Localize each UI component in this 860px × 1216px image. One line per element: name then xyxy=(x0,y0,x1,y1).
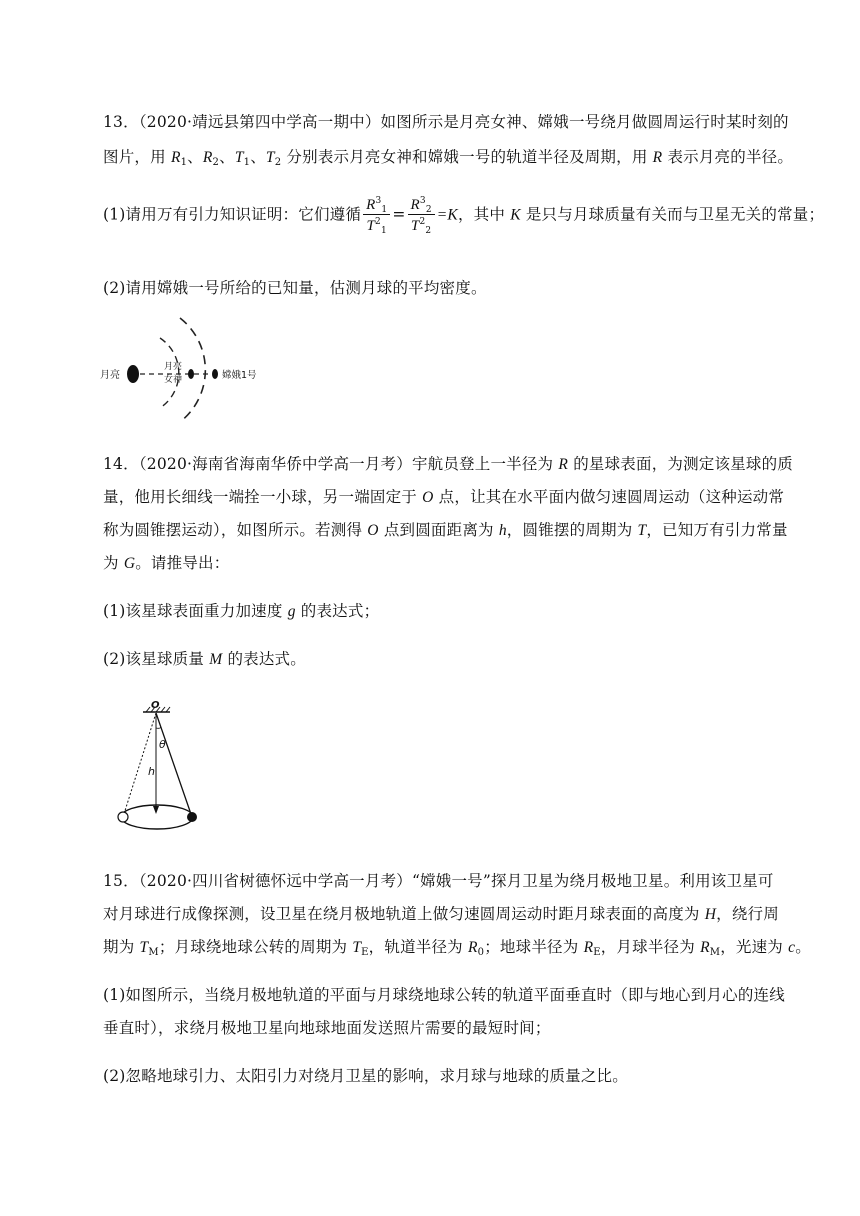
q14-text: 点，让其在水平面内做匀速圆周运动（这种运动常 xyxy=(433,488,785,506)
var-K: K xyxy=(510,206,521,224)
var-c: c xyxy=(788,939,796,956)
q14-text: 的星球表面，为测定该星球的质 xyxy=(568,455,793,473)
q14-sub2-text: (2)该星球质量 xyxy=(103,650,210,668)
q15-text: ；月球绕地球公转的周期为 xyxy=(158,938,353,956)
q15-sub1-line-1 xyxy=(103,983,785,1005)
var-T: T xyxy=(139,939,149,956)
q15-text: 期为 xyxy=(103,938,140,956)
ball-solid xyxy=(187,812,197,822)
subscript: 2 xyxy=(274,157,282,168)
subscript: E xyxy=(593,947,601,958)
q14-text: 。请推导出： xyxy=(135,554,230,572)
equals-K: =K xyxy=(436,206,458,224)
q13-line-2 xyxy=(103,145,793,167)
q15-text: ；地球半径为 xyxy=(484,938,584,956)
moon-icon xyxy=(127,365,139,383)
ball-hollow xyxy=(118,812,128,822)
point-O-label: O xyxy=(151,700,160,711)
theta-label: θ xyxy=(159,738,166,751)
var-T: T xyxy=(234,149,244,166)
q14-sub1 xyxy=(103,599,379,621)
q15-text: 对月球进行成像探测，设卫星在绕月极地轨道上做匀速圆周运动时距月球表面的高度为 xyxy=(103,905,705,923)
q14-line-3 xyxy=(103,518,788,540)
q13-text: 、 xyxy=(187,148,203,166)
q14-text: ，已知万有引力常量 xyxy=(646,521,788,539)
q15-text: 。 xyxy=(795,938,811,956)
string-line xyxy=(156,713,192,817)
var-M: M xyxy=(209,651,223,668)
goddess-label-1: 月亮 xyxy=(164,362,183,372)
subscript: 0 xyxy=(477,947,485,958)
moon-label: 月亮 xyxy=(100,370,120,381)
subscript: E xyxy=(361,947,369,958)
q14-line-2 xyxy=(103,485,784,507)
var-R: R xyxy=(700,939,710,956)
var-T: T xyxy=(265,149,275,166)
change1-satellite-icon xyxy=(212,369,218,379)
fraction-r2-t2 xyxy=(408,195,435,236)
var-T: T xyxy=(637,522,647,539)
q15-sub2-text: (2)忽略地球引力、太阳引力对绕月卫星的影响，求月球与地球的质量之比。 xyxy=(103,1067,628,1085)
var-R: R xyxy=(170,149,181,166)
var-G: G xyxy=(123,555,136,572)
q14-text: 14．（2020·海南省海南华侨中学高一月考）宇航员登上一半径为 xyxy=(103,455,559,473)
equals-sign: = xyxy=(392,205,406,224)
q14-sub2-text: 的表达式。 xyxy=(222,650,306,668)
var-h: h xyxy=(498,522,507,539)
q13-sub1-text: ，其中 xyxy=(457,205,511,224)
var-R: R xyxy=(202,149,213,166)
q14-text: 为 xyxy=(103,554,124,572)
q15-text: 15．（2020·四川省树德怀远中学高一月考）“嫦娥一号”探月卫星为绕月极地卫星。利用该卫星可 xyxy=(103,872,774,890)
q15-sub1-text: (1)如图所示，当绕月极地轨道的平面与月球绕地球公转的轨道平面垂直时（即与地心到月心的连线 xyxy=(103,986,785,1004)
superscript: 2 xyxy=(419,217,426,227)
var-R: R xyxy=(583,939,594,956)
var-T: T xyxy=(366,218,376,234)
inner-orbit-arc xyxy=(160,338,179,408)
q13-text: 、 xyxy=(250,148,266,166)
superscript: 3 xyxy=(419,196,426,206)
q15-text: ，光速为 xyxy=(720,938,789,956)
var-R: R xyxy=(366,197,376,213)
subscript: 1 xyxy=(180,157,188,168)
q13-sub2 xyxy=(103,276,487,298)
q15-line-1 xyxy=(103,869,774,891)
subscript: 1 xyxy=(381,205,388,215)
subscript: 2 xyxy=(425,226,432,236)
var-g: g xyxy=(287,603,296,620)
q14-sub1-text: (1)该星球表面重力加速度 xyxy=(103,602,288,620)
goddess-label-2: 女神 xyxy=(164,375,183,385)
h-label: h xyxy=(148,765,155,778)
q15-line-2 xyxy=(103,902,779,924)
change1-label: 嫦娥1号 xyxy=(222,370,257,381)
q13-sub2-text: (2)请用嫦娥一号所给的已知量，估测月球的平均密度。 xyxy=(103,279,487,297)
q13-text: 13．（2020·靖远县第四中学高一期中）如图所示是月亮女神、嫦娥一号绕月做圆周运行时某时刻的 xyxy=(103,113,789,131)
q13-sub1-text: 是只与月球质量有关而与卫星无关的常量； xyxy=(520,205,825,224)
q13-text: 、 xyxy=(219,148,235,166)
subscript: 1 xyxy=(243,157,251,168)
q15-sub2 xyxy=(103,1064,628,1086)
q14-text: 点到圆面距离为 xyxy=(378,521,499,539)
superscript: 3 xyxy=(375,196,382,206)
q14-sub1-text: 的表达式； xyxy=(295,602,380,620)
q14-line-1 xyxy=(103,452,793,474)
var-R: R xyxy=(468,939,478,956)
q13-sub1 xyxy=(103,195,824,236)
q15-sub1-line-2 xyxy=(103,1016,551,1038)
q13-line-1 xyxy=(103,110,789,132)
conical-pendulum-diagram xyxy=(110,700,220,840)
goddess-satellite-icon xyxy=(188,369,194,379)
subscript: M xyxy=(148,947,159,958)
subscript: M xyxy=(709,947,721,958)
q15-text: ，轨道半径为 xyxy=(368,938,468,956)
var-O: O xyxy=(422,489,434,506)
q15-sub1-text: 垂直时），求绕月极地卫星向地球地面发送照片需要的最短时间； xyxy=(103,1019,551,1037)
q15-text: ，绕行周 xyxy=(716,905,779,923)
var-R: R xyxy=(558,456,569,473)
var-R: R xyxy=(652,149,663,166)
q14-sub2 xyxy=(103,647,306,669)
q13-text: 分别表示月亮女神和嫦娥一号的轨道半径及周期，用 xyxy=(281,148,653,166)
var-T: T xyxy=(352,939,362,956)
var-R: R xyxy=(410,197,420,213)
var-H: H xyxy=(704,906,717,923)
q13-text: 表示月亮的半径。 xyxy=(662,148,794,166)
q14-text: 量，他用长细线一端拴一小球，另一端固定于 xyxy=(103,488,423,506)
subscript: 2 xyxy=(425,205,432,215)
height-arrow-head xyxy=(153,806,159,814)
var-O: O xyxy=(367,522,379,539)
q15-text: ，月球半径为 xyxy=(600,938,701,956)
subscript: 2 xyxy=(212,157,220,168)
q15-line-3 xyxy=(103,935,811,957)
var-T: T xyxy=(410,218,420,234)
orbit-diagram xyxy=(100,312,270,424)
q14-line-4 xyxy=(103,551,229,573)
subscript: 1 xyxy=(380,226,387,236)
q13-text: 图片，用 xyxy=(103,148,171,166)
fraction-r1-t1 xyxy=(363,195,390,236)
q13-sub1-text: (1)请用万有引力知识证明：它们遵循 xyxy=(103,205,362,224)
q14-text: ，圆锥摆的周期为 xyxy=(506,521,638,539)
superscript: 2 xyxy=(375,217,381,227)
q14-text: 称为圆锥摆运动），如图所示。若测得 xyxy=(103,521,368,539)
